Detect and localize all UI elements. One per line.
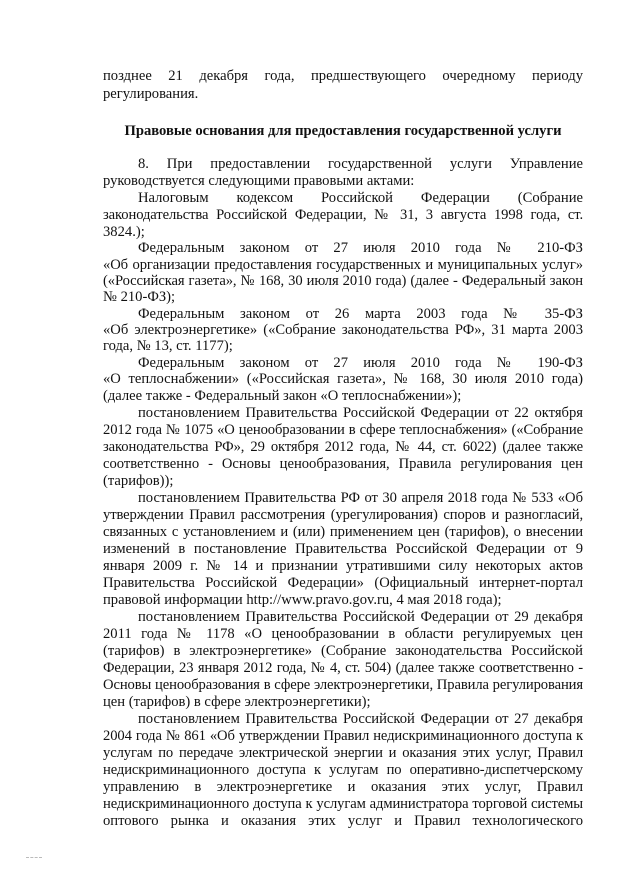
text-line: Федеральным законом от 26 марта 2003 года № 35-ФЗ	[138, 306, 583, 322]
text-line: 2004 года № 861 «Об утверждении Правил недискриминационного доступа к	[103, 728, 583, 744]
text-line: услугам по передаче электрической энергии и оказания этих услуг, Правил	[103, 745, 583, 761]
text-line: 8. При предоставлении государственной услуги Управление	[138, 156, 583, 172]
text-line: правовой информации http://www.pravo.gov.ru, 4 мая 2018 года);	[103, 592, 502, 608]
text-line: постановлением Правительства Российской Федерации от 29 декабря	[138, 609, 583, 625]
text-line: постановлением Правительства РФ от 30 апреля 2018 года № 533 «Об	[138, 490, 583, 506]
text-line: «О теплоснабжении» («Российская газета», № 168, 30 июля 2010 года)	[103, 371, 583, 387]
scan-mark	[26, 857, 42, 859]
text-line: оптового рынка и оказания этих услуг и Правил технологического	[103, 813, 583, 829]
text-line: Федеральным законом от 27 июля 2010 года № 210-ФЗ	[138, 240, 583, 256]
text-line: «Об организации предоставления государственных и муниципальных услуг»	[103, 257, 583, 273]
text-line: Основы ценообразования в сфере электроэнергетики, Правила регулирования	[103, 677, 583, 693]
text-line: «Об электроэнергетике» («Собрание законодательства РФ», 31 марта 2003	[103, 322, 583, 338]
text-line: цен (тарифов) в сфере электроэнергетики);	[103, 694, 371, 710]
text-line: 2012 года № 1075 «О ценообразовании в сфере теплоснабжения» («Собрание	[103, 422, 583, 438]
text-line: (тарифов) в электроэнергетике» (Собрание законодательства Российской	[103, 643, 583, 659]
text-line: утверждении Правил рассмотрения (урегулирования) споров и разногласий,	[103, 507, 583, 523]
text-line: (тарифов));	[103, 473, 174, 489]
text-line: соответственно - Основы ценообразования, Правила регулирования цен	[103, 456, 583, 472]
text-line: недискриминационного доступа к услугам по оперативно-диспетчерскому	[103, 762, 583, 778]
text-line: постановлением Правительства Российской Федерации от 22 октября	[138, 405, 583, 421]
text-line: января 2009 г. № 14 и признании утратившими силу некоторых актов	[103, 558, 583, 574]
text-line: Правительства Российской Федерации» (Официальный интернет-портал	[103, 575, 583, 591]
text-line: Налоговым кодексом Российской Федерации (Собрание	[138, 190, 583, 206]
text-line: года, № 13, ст. 1177);	[103, 338, 233, 354]
section-heading: Правовые основания для предоставления государственной услуги	[124, 123, 562, 139]
text-line: изменений в постановление Правительства Российской Федерации от 9	[103, 541, 583, 557]
text-line: управлению в электроэнергетике и оказания этих услуг, Правил	[103, 779, 583, 795]
text-line: законодательства РФ», 29 октября 2012 года, № 44, ст. 6022) (далее также	[103, 439, 583, 455]
text-line: № 210-ФЗ);	[103, 289, 176, 305]
text-line: постановлением Правительства Российской Федерации от 27 декабря	[138, 711, 583, 727]
text-line: связанных с установлением и (или) применением цен (тарифов), о внесении	[103, 524, 583, 540]
text-line: регулирования.	[103, 86, 199, 102]
text-line: законодательства Российской Федерации, № 31, 3 августа 1998 года, ст.	[103, 207, 583, 223]
text-line: («Российская газета», № 168, 30 июля 2010 года) (далее - Федеральный закон	[103, 273, 583, 289]
text-line: 2011 года № 1178 «О ценообразовании в области регулируемых цен	[103, 626, 583, 642]
text-line: позднее 21 декабря года, предшествующего очередному периоду	[103, 68, 583, 84]
text-line: 3824.);	[103, 224, 145, 240]
text-line: (далее также - Федеральный закон «О теплоснабжении»);	[103, 388, 462, 404]
text-line: Федерации, 23 января 2012 года, № 4, ст. 504) (далее также соответственно -	[103, 660, 583, 676]
text-line: недискриминационного доступа к услугам администратора торговой системы	[103, 796, 583, 812]
text-line: руководствуется следующими правовыми актами:	[103, 173, 415, 189]
text-line: Федеральным законом от 27 июля 2010 года № 190-ФЗ	[138, 355, 583, 371]
